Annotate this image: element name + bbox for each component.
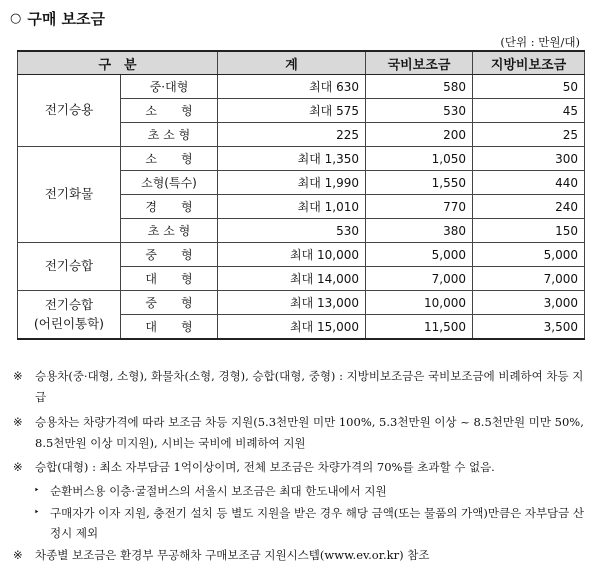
local-cell: 240 <box>473 195 585 219</box>
reference-mark-icon: ※ <box>13 548 23 562</box>
total-cell: 최대 15,000 <box>218 315 366 340</box>
category-cell: 전기승용 <box>18 75 121 147</box>
national-cell: 200 <box>366 123 473 147</box>
local-cell: 45 <box>473 99 585 123</box>
national-cell: 380 <box>366 219 473 243</box>
reference-mark-icon: ※ <box>13 460 23 474</box>
table-header-row <box>18 51 585 75</box>
circle-bullet-icon: ○ <box>10 11 22 26</box>
local-cell: 150 <box>473 219 585 243</box>
total-cell: 최대 1,010 <box>218 195 366 219</box>
note-text: 승합(대형) : 최소 자부담금 1억이상이며, 전체 보조금은 차량가격의 70%를 초과할 수 없음. <box>35 460 495 474</box>
size-cell: 초 소 형 <box>121 219 218 243</box>
national-cell: 530 <box>366 99 473 123</box>
table-row <box>18 291 585 315</box>
national-cell: 580 <box>366 75 473 99</box>
local-cell: 440 <box>473 171 585 195</box>
note-text: 구매자가 이자 지원, 충전기 설치 등 별도 지원을 받은 경우 해당 금액(또는 물품의 가액)만큼은 자부담금 산정시 제외 <box>50 506 585 540</box>
note-item <box>13 412 588 454</box>
category-cell: 전기승합 <box>18 243 121 291</box>
section-title-text: 구매 보조금 <box>27 10 106 28</box>
reference-mark-icon: ※ <box>13 415 23 429</box>
note-item <box>13 366 588 408</box>
reference-mark-icon: ※ <box>13 369 23 383</box>
total-cell: 최대 575 <box>218 99 366 123</box>
subsidy-table <box>17 50 585 340</box>
size-cell: 경 형 <box>121 195 218 219</box>
sub-note-item <box>13 481 588 501</box>
total-cell: 최대 14,000 <box>218 267 366 291</box>
local-cell: 3,500 <box>473 315 585 340</box>
national-cell: 1,050 <box>366 147 473 171</box>
total-cell: 225 <box>218 123 366 147</box>
section-title <box>10 8 105 29</box>
local-cell: 50 <box>473 75 585 99</box>
table-row <box>18 147 585 171</box>
header-category: 구 분 <box>18 51 218 75</box>
national-cell: 10,000 <box>366 291 473 315</box>
local-cell: 300 <box>473 147 585 171</box>
national-cell: 5,000 <box>366 243 473 267</box>
local-cell: 5,000 <box>473 243 585 267</box>
size-cell: 중·대형 <box>121 75 218 99</box>
triangle-bullet-icon: ‣ <box>34 508 40 518</box>
size-cell: 소 형 <box>121 99 218 123</box>
header-local: 지방비보조금 <box>473 51 585 75</box>
note-text: 순환버스용 이층·굴절버스의 서울시 보조금은 최대 한도내에서 지원 <box>50 484 387 498</box>
category-cell: 전기승합 (어린이통학) <box>18 291 121 340</box>
national-cell: 11,500 <box>366 315 473 340</box>
sub-note-item <box>13 503 588 543</box>
national-cell: 770 <box>366 195 473 219</box>
size-cell: 소 형 <box>121 147 218 171</box>
header-national: 국비보조금 <box>366 51 473 75</box>
size-cell: 중 형 <box>121 291 218 315</box>
header-total: 계 <box>218 51 366 75</box>
note-item <box>13 457 588 478</box>
category-cell: 전기화물 <box>18 147 121 243</box>
note-item <box>13 545 588 566</box>
total-cell: 최대 1,350 <box>218 147 366 171</box>
note-text: 승용차(중·대형, 소형), 화물차(소형, 경형), 승합(대형, 중형) : 지방비보조금은 국비보조금에 비례하여 차등 지급 <box>35 369 584 404</box>
local-cell: 3,000 <box>473 291 585 315</box>
notes-section <box>13 366 588 569</box>
size-cell: 대 형 <box>121 315 218 340</box>
size-cell: 대 형 <box>121 267 218 291</box>
total-cell: 530 <box>218 219 366 243</box>
total-cell: 최대 13,000 <box>218 291 366 315</box>
note-text: 승용차는 차량가격에 따라 보조금 차등 지원(5.3천만원 미만 100%, 5.3천만원 이상 ~ 8.5천만원 미만 50%, 8.5천만원 이상 미지원), 시비는 국비에 비례하여 지원 <box>35 415 584 450</box>
size-cell: 초 소 형 <box>121 123 218 147</box>
total-cell: 최대 1,990 <box>218 171 366 195</box>
local-cell: 7,000 <box>473 267 585 291</box>
local-cell: 25 <box>473 123 585 147</box>
note-text: 차종별 보조금은 환경부 무공해차 구매보조금 지원시스템(www.ev.or.kr) 참조 <box>35 548 430 562</box>
size-cell: 소형(특수) <box>121 171 218 195</box>
total-cell: 최대 630 <box>218 75 366 99</box>
national-cell: 7,000 <box>366 267 473 291</box>
size-cell: 중 형 <box>121 243 218 267</box>
total-cell: 최대 10,000 <box>218 243 366 267</box>
triangle-bullet-icon: ‣ <box>34 486 40 496</box>
national-cell: 1,550 <box>366 171 473 195</box>
table-row <box>18 243 585 267</box>
table-row <box>18 75 585 99</box>
unit-label: (단위 : 만원/대) <box>500 35 580 49</box>
